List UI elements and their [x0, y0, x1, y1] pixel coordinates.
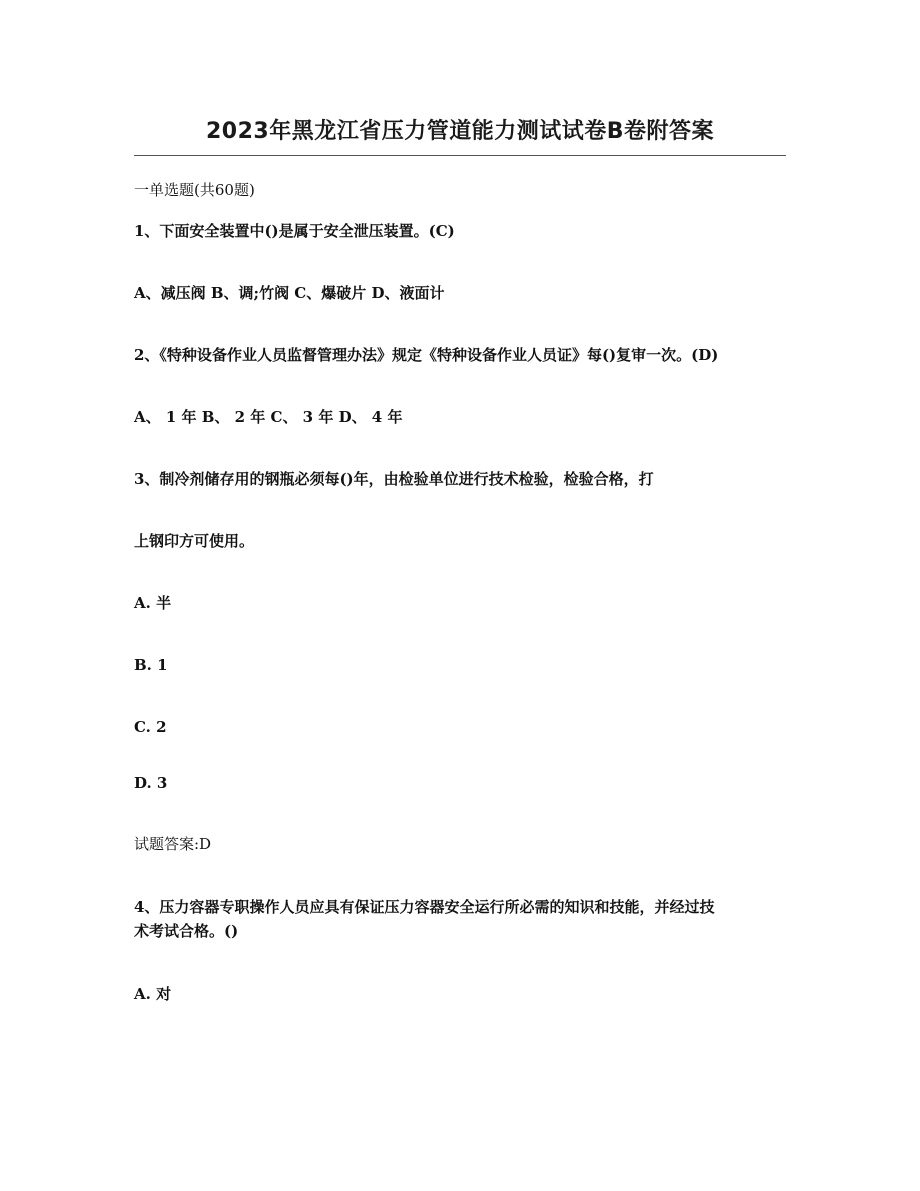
question-1-stem: 1、下面安全装置中()是属于安全泄压装置。(C) [134, 222, 455, 240]
question-1-options: A、减压阀 B、调;竹阀 C、爆破片 D、液面计 [134, 284, 445, 302]
question-2-stem: 2、《特种设备作业人员监督管理办法》规定《特种设备作业人员证》每()复审一次。(D) [134, 346, 719, 364]
question-3-stem-line-1: 3、制冷剂储存用的钢瓶必须每()年，由检验单位进行技术检验，检验合格，打 [134, 470, 654, 488]
question-3-option-a: A. 半 [134, 594, 172, 612]
question-3-answer: 试题答案:D [134, 835, 212, 853]
document-title: 2023年黑龙江省压力管道能力测试试卷B卷附答案 [205, 119, 714, 144]
question-3-option-d: D. 3 [134, 774, 168, 792]
title-underline [134, 155, 786, 156]
question-3-option-c: C. 2 [134, 718, 167, 736]
question-3-option-b: B. 1 [134, 656, 168, 674]
question-4-stem-line-2: 术考试合格。() [134, 922, 239, 940]
question-4-stem-line-1: 4、压力容器专职操作人员应具有保证压力容器安全运行所必需的知识和技能，并经过技 [134, 898, 715, 916]
question-4-option-a: A. 对 [134, 985, 172, 1003]
question-3-stem-line-2: 上钢印方可使用。 [134, 532, 255, 550]
question-2-options: A、 1 年 B、 2 年 C、 3 年 D、 4 年 [134, 408, 403, 426]
section-heading: 一单选题(共60题) [134, 181, 255, 199]
